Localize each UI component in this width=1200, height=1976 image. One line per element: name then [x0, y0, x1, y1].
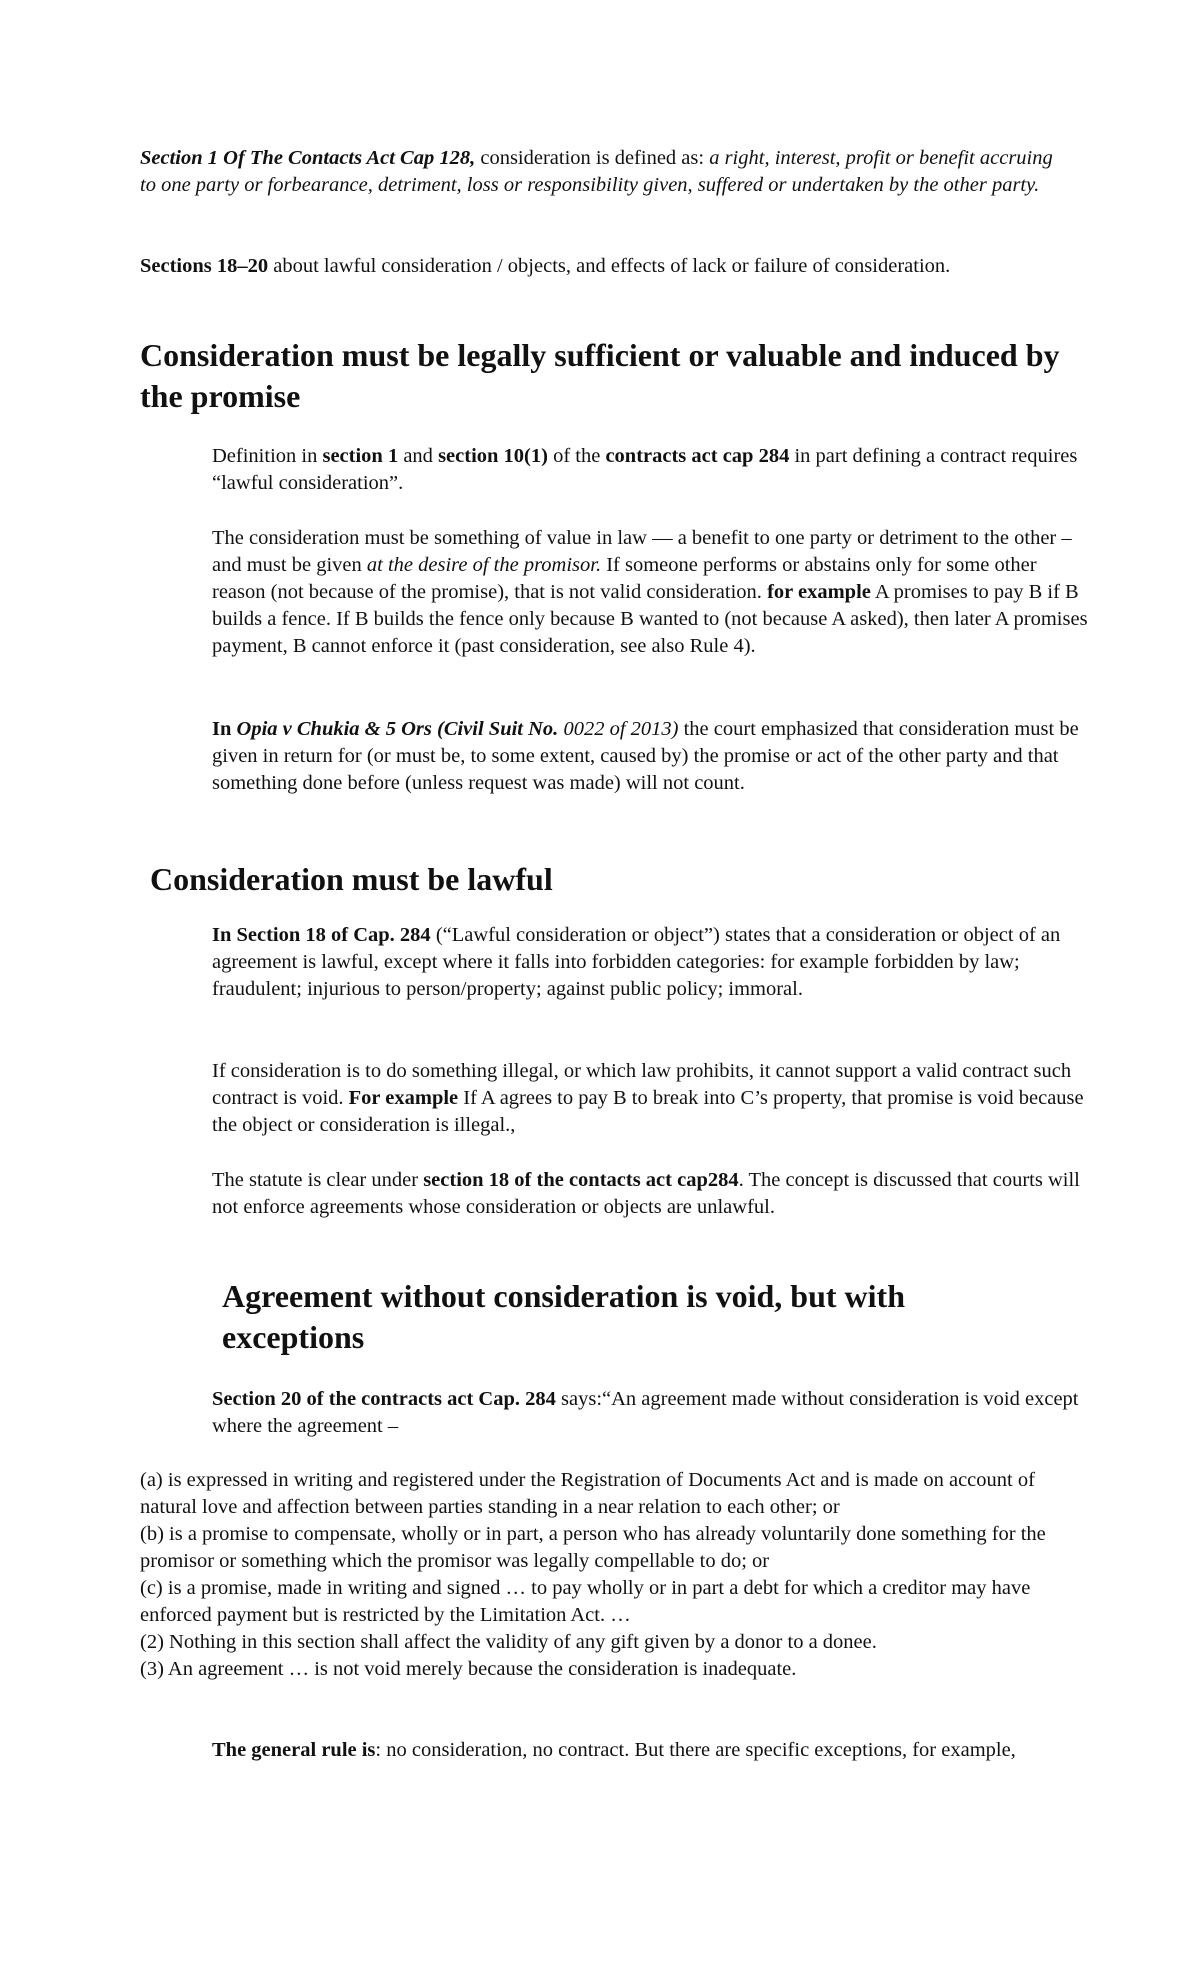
contracts-act-ref: contracts act cap 284	[605, 445, 790, 467]
paragraph-section-20	[212, 1386, 1092, 1440]
text-span: If A agrees to pay B to break into C’s property, that promise is void because the object or consideration is illegal.,	[212, 1087, 1084, 1136]
list-section-20	[140, 1467, 1065, 1683]
definition-intro: consideration is defined as:	[475, 147, 710, 169]
text-span: the court emphasized that consideration must be given in return for (or must be, to some extent, caused by) the promise or act of the other party and that something done before (unless request was made) will not count.	[212, 718, 1079, 794]
paragraph-statute	[212, 1167, 1092, 1221]
section-18-contacts-ref: section 18 of the contacts act cap284	[423, 1169, 739, 1191]
general-rule-label: The general rule is	[212, 1739, 376, 1761]
section-10-ref: section 10(1)	[438, 445, 548, 467]
sections-reference: Sections 18–20	[140, 255, 269, 277]
text-span: in part defining a contract requires “lawful consideration”.	[212, 445, 1078, 494]
item-c: (c) is a promise, made in writing and signed … to pay wholly or in part a debt for which a creditor may have enforced payment but is restricted by the Limitation Act. …	[140, 1577, 1031, 1626]
text-span: . The concept is discussed that courts will not enforce agreements whose consideration or objects are unlawful.	[212, 1169, 1080, 1218]
sections-description: about lawful consideration / objects, and effects of lack or failure of consideration.	[268, 255, 951, 277]
section-20-ref: Section 20 of the contracts act Cap. 284	[212, 1388, 556, 1410]
text-span: says:“An agreement made without consideration is void except where the agreement –	[212, 1388, 1079, 1437]
paragraph-section-18	[212, 922, 1092, 1003]
heading-lawful: Consideration must be lawful	[150, 861, 553, 897]
text-span: The statute is clear under	[212, 1169, 424, 1191]
section-1-ref: section 1	[322, 445, 399, 467]
text-span: Definition in	[212, 445, 323, 467]
section-1-reference: Section 1 Of The Contacts Act Cap 128,	[140, 147, 476, 169]
item-a: (a) is expressed in writing and registered under the Registration of Documents Act and is made on account of natural love and affection between parties standing in a near relation to each other; or	[140, 1469, 1035, 1518]
text-span: of the	[547, 445, 606, 467]
for-example-label: For example	[348, 1087, 459, 1109]
item-b: (b) is a promise to compensate, wholly or in part, a person who has already voluntarily done something for the promisor or something which the promisor was legally compellable to do; or	[140, 1523, 1046, 1572]
text-span: If consideration is to do something illegal, or which law prohibits, it cannot support a valid contract such contract is void.	[212, 1060, 1072, 1109]
case-number: 0022 of 2013)	[558, 718, 679, 740]
text-span: (“Lawful consideration or object”) states that a consideration or object of an agreement is lawful, except where it falls into forbidden categories: for example forbidden by law; fraudulent; injurious to person/property; against public policy; immoral.	[212, 924, 1061, 1000]
paragraph-sections-18-20	[140, 253, 1065, 280]
paragraph-definition	[140, 145, 1065, 199]
text-span: and	[398, 445, 439, 467]
subsection-2: (2) Nothing in this section shall affect the validity of any gift given by a donor to a donee.	[140, 1631, 877, 1653]
paragraph-value-in-law	[212, 525, 1092, 660]
text-span: : no consideration, no contract. But there are specific exceptions, for example,	[375, 1739, 1016, 1761]
case-name: Opia v Chukia & 5 Ors (Civil Suit No.	[236, 718, 559, 740]
paragraph-definition-section	[212, 443, 1092, 497]
subsection-3: (3) An agreement … is not void merely because the consideration is inadequate.	[140, 1658, 797, 1680]
text-span: In	[212, 718, 237, 740]
paragraph-opia-case	[212, 716, 1092, 797]
text-span: If someone performs or abstains only for some other reason (not because of the promise), that is not valid consideration.	[212, 554, 1037, 603]
paragraph-illegal-consideration	[212, 1058, 1092, 1139]
text-span: A promises to pay B if B builds a fence. If B builds the fence only because B wanted to (not because A asked), then later A promises payment, B cannot enforce it (past consideration, see also Rule 4).	[212, 581, 1088, 657]
desire-of-promisor: at the desire of the promisor.	[366, 554, 602, 576]
heading-legally-sufficient: Consideration must be legally sufficient or valuable and induced by the promise	[140, 337, 1060, 414]
section-18-ref: In Section 18 of Cap. 284	[212, 924, 431, 946]
definition-text: a right, interest, profit or benefit accruing to one party or forbearance, detriment, loss or responsibility given, suffered or undertaken by the other party.	[140, 147, 1053, 196]
text-span: The consideration must be something of value in law — a benefit to one party or detriment to the other – and must be given	[212, 527, 1072, 576]
paragraph-general-rule	[212, 1737, 1092, 1764]
for-example-label: for example	[767, 581, 871, 603]
heading-agreement-void: Agreement without consideration is void, but with exceptions	[222, 1278, 905, 1355]
